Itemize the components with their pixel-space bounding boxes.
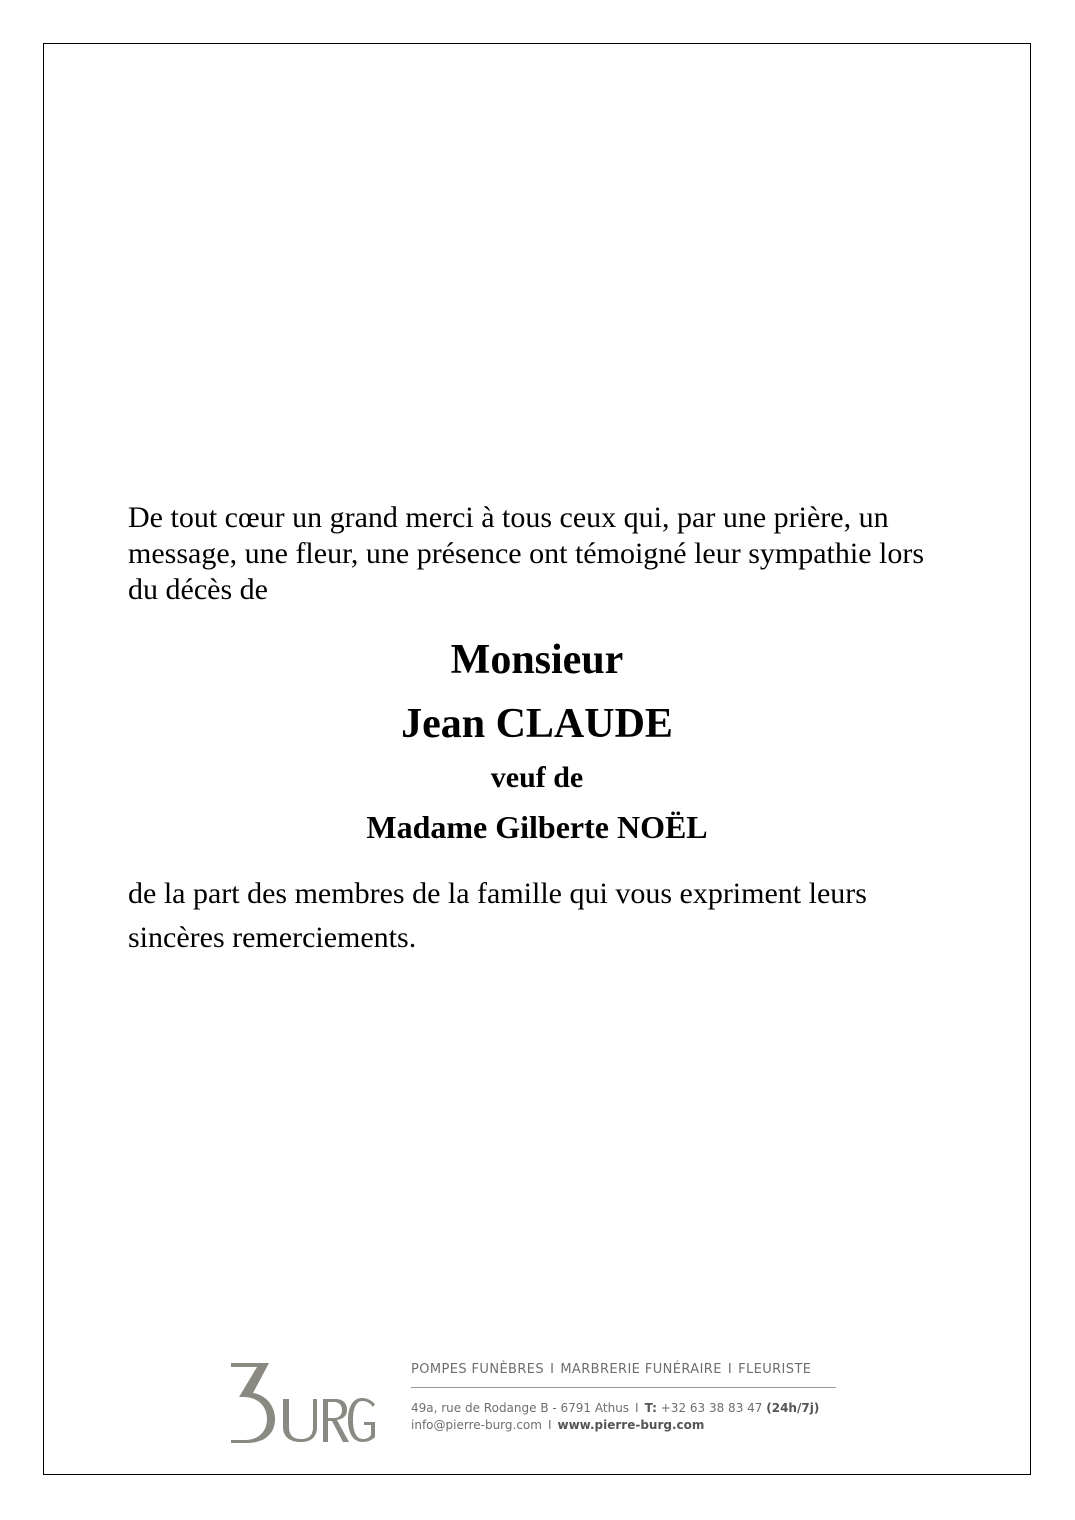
spouse-name: Madame Gilberte NOËL <box>366 809 708 845</box>
service-funeral: POMPES FUNÈBRES <box>411 1362 545 1377</box>
address: 49a, rue de Rodange B - 6791 Athus <box>411 1401 630 1415</box>
phone-hours: (24h/7j) <box>766 1401 820 1415</box>
separator: I <box>635 1401 639 1415</box>
service-marble: MARBRERIE FUNÉRAIRE <box>560 1362 722 1377</box>
services-line <box>411 1361 836 1388</box>
footer-info <box>411 1361 841 1434</box>
separator: I <box>550 1362 555 1377</box>
phone-label: T: <box>644 1401 657 1415</box>
phone-number[interactable]: +32 63 38 83 47 <box>660 1401 763 1415</box>
separator: I <box>547 1418 552 1432</box>
closing-text: de la part des membres de la famille qui vous expriment leurs sincères remerciements. <box>128 877 867 954</box>
civility: Monsieur <box>450 637 624 683</box>
relation-label: veuf de <box>490 761 584 794</box>
website-link[interactable]: www.pierre-burg.com <box>557 1418 705 1432</box>
service-florist: FLEURISTE <box>738 1362 812 1377</box>
email-link[interactable]: info@pierre-burg.com <box>411 1418 542 1432</box>
burg-logo <box>229 1357 379 1443</box>
page-border <box>43 43 1031 1475</box>
separator: I <box>727 1362 733 1377</box>
address-line <box>411 1400 841 1417</box>
intro-text: De tout cœur un grand merci à tous ceux qui, par une prière, un message, une fleur, une présence ont témoigné leur sympathie lors du décès de <box>128 501 925 606</box>
web-line <box>411 1417 841 1434</box>
deceased-name: Jean CLAUDE <box>401 701 673 747</box>
